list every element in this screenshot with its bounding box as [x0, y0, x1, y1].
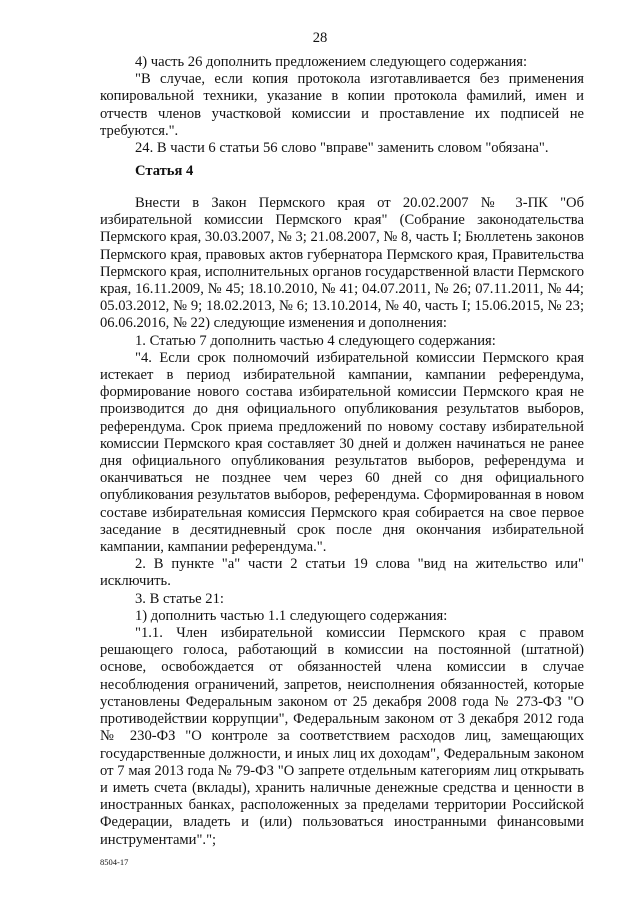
paragraph: Внести в Закон Пермского края от 20.02.2007 № 3-ПК "Об избирательной комиссии Пермского края" (Собрание законодательства Пермского края, 30.03.2007, № 3; 21.08.2007, № 8, часть I; Бюллетень законов Пермского края, правовых актов губернатора Пермского края, Правительства Пермского края, исполнительных органов государственной власти Пермского края, 16.11.2009, № 45; 18.10.2010, № 41; 04.07.2011, № 26; 07.11.2011, № 44; 05.03.2012, № 9; 18.02.2013, № 6; 13.10.2014, № 40, часть I; 15.06.2015, № 23; 06.06.2016, № 22) следующие изменения и дополнения:: [100, 195, 584, 332]
article-heading: Статья 4: [135, 163, 194, 179]
paragraph: 3. В статье 21:: [135, 590, 224, 607]
document-code: 8504-17: [100, 857, 129, 867]
page-number: 28: [312, 30, 328, 46]
paragraph: "В случае, если копия протокола изготавливается без применения копировальной техники, указание в копии протокола фамилий, имен и отчеств членов участковой комиссии и проставление их подписей не требуются.".: [100, 71, 584, 139]
paragraph: 24. В части 6 статьи 56 слово "вправе" заменить словом "обязана".: [135, 140, 549, 157]
article-heading-block: [100, 163, 584, 180]
paragraph: 4) часть 26 дополнить предложением следующего содержания:: [135, 54, 528, 70]
amendment-block-continued: [100, 54, 584, 157]
paragraph: "1.1. Член избирательной комиссии Пермского края с правом решающего голоса, работающий в комиссии на постоянной (штатной) основе, освобождается от обязанностей члена комиссии в случае несоблюдения ограничений, запретов, неисполнения обязанностей, которые установлены Федеральным законом от 25 декабря 2008 года № 273-ФЗ "О противодействии коррупции", Федеральным законом от 3 декабря 2012 года № 230-ФЗ "О контроле за соответствием расходов лиц, замещающих государственные должности, и иных лиц их доходам", Федеральным законом от 7 мая 2013 года № 79-ФЗ "О запрете отдельным категориям лиц открывать и иметь счета (вклады), хранить наличные денежные средства и ценности в иностранных банках, расположенных за пределами территории Российской Федерации, владеть и (или) пользоваться иностранными финансовыми инструментами".";: [100, 625, 584, 848]
article-body: [100, 195, 584, 849]
paragraph: 1) дополнить частью 1.1 следующего содержания:: [135, 607, 448, 624]
paragraph: "4. Если срок полномочий избирательной комиссии Пермского края истекает в период избирательной кампании, кампании референдума, формирование нового состава избирательной комиссии Пермского края не производится до дня официального опубликования результатов выборов, референдума. Срок приема предложений по новому составу избирательной комиссии Пермского края составляет 30 дней и должен начинаться не ранее дня официального опубликования результатов выборов, референдума и оканчиваться не позднее чем через 60 дней со дня официального опубликования результатов выборов, референдума. Сформированная в новом составе избирательная комиссия Пермского края собирается на свое первое заседание в десятидневный срок после дня окончания избирательной кампании, кампании референдума.".: [100, 349, 584, 556]
paragraph: 1. Статью 7 дополнить частью 4 следующего содержания:: [135, 332, 496, 349]
paragraph: 2. В пункте "а" части 2 статьи 19 слова "вид на жительство или" исключить.: [100, 556, 584, 590]
